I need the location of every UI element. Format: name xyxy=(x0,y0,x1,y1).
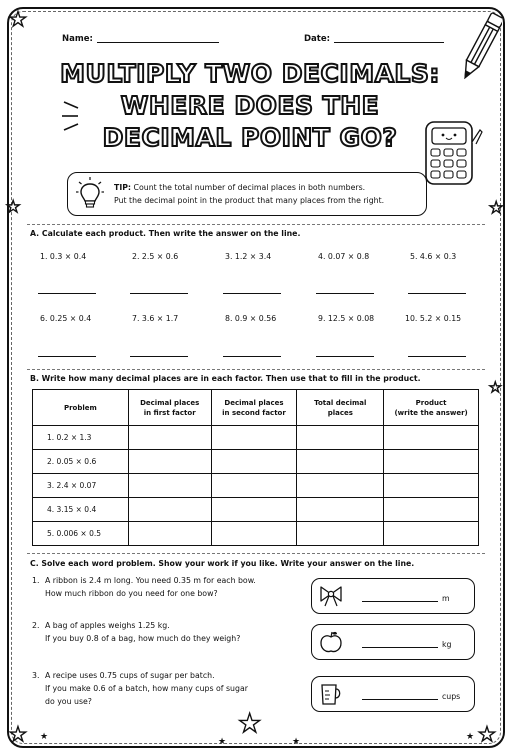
star-icon: ★ xyxy=(478,722,496,746)
tip-box xyxy=(67,172,427,216)
table-input-cell[interactable] xyxy=(128,522,211,546)
table-input-cell[interactable] xyxy=(297,498,384,522)
answer-line[interactable] xyxy=(362,601,438,602)
small-star-icon: ★ xyxy=(292,737,301,747)
name-field[interactable] xyxy=(62,33,219,44)
table-problem-cell: 4. 3.15 × 0.4 xyxy=(33,498,129,522)
small-star-icon: ★ xyxy=(40,732,49,742)
unit-label: cups xyxy=(442,692,461,701)
table-row xyxy=(33,498,479,522)
table-problem-cell: 2. 0.05 × 0.6 xyxy=(33,450,129,474)
answer-line[interactable] xyxy=(316,356,374,357)
answer-line[interactable] xyxy=(362,699,438,700)
table-header-row xyxy=(33,390,479,426)
table-input-cell[interactable] xyxy=(128,498,211,522)
star-icon: ★ xyxy=(6,197,21,216)
pencil-icon xyxy=(462,8,502,88)
title-line-2: WHERE DOES THE xyxy=(120,91,380,120)
table-input-cell[interactable] xyxy=(128,450,211,474)
table-problem-cell: 5. 0.006 × 0.5 xyxy=(33,522,129,546)
tip-line-1: TIP: Count the total number of decimal places in both numbers. xyxy=(114,183,366,192)
date-field[interactable] xyxy=(304,33,444,44)
worksheet-title xyxy=(40,58,460,154)
table-input-cell[interactable] xyxy=(297,450,384,474)
table-input-cell[interactable] xyxy=(211,450,297,474)
answer-line[interactable] xyxy=(362,647,438,648)
table-input-cell[interactable] xyxy=(297,474,384,498)
col-header-total: Total decimal places xyxy=(297,390,384,426)
decimal-places-table xyxy=(32,389,479,546)
star-icon: ★ xyxy=(9,7,27,31)
table-input-cell[interactable] xyxy=(128,474,211,498)
spark-lines-icon xyxy=(60,96,86,136)
section-divider xyxy=(27,369,485,370)
bow-icon xyxy=(318,584,344,608)
answer-line[interactable] xyxy=(223,293,281,294)
answer-line[interactable] xyxy=(408,356,466,357)
table-input-cell[interactable] xyxy=(211,474,297,498)
star-icon: ★ xyxy=(489,380,502,396)
col-header-first-factor: Decimal places in first factor xyxy=(128,390,211,426)
tip-line-2: Put the decimal point in the product that many places from the right. xyxy=(114,196,385,205)
date-label: Date: xyxy=(304,34,331,44)
star-icon: ★ xyxy=(9,722,27,746)
star-icon: ★ xyxy=(238,709,262,739)
table-input-cell[interactable] xyxy=(384,498,479,522)
table-problem-cell: 3. 2.4 × 0.07 xyxy=(33,474,129,498)
name-line[interactable] xyxy=(97,33,219,43)
tip-label: TIP: xyxy=(114,183,132,192)
table-input-cell[interactable] xyxy=(384,474,479,498)
answer-line[interactable] xyxy=(130,293,188,294)
answer-line[interactable] xyxy=(38,293,96,294)
table-row xyxy=(33,450,479,474)
answer-line[interactable] xyxy=(223,356,281,357)
problem-a4: 4. 0.07 × 0.8 xyxy=(318,252,370,261)
answer-line[interactable] xyxy=(38,356,96,357)
table-row xyxy=(33,426,479,450)
table-input-cell[interactable] xyxy=(297,426,384,450)
title-line-3: DECIMAL POINT GO? xyxy=(102,123,398,152)
problem-a9: 9. 12.5 × 0.08 xyxy=(318,314,375,323)
problem-a8: 8. 0.9 × 0.56 xyxy=(225,314,277,323)
answer-line[interactable] xyxy=(316,293,374,294)
table-row xyxy=(33,522,479,546)
section-b-heading: B. Write how many decimal places are in each factor. Then use that to fill in the product. xyxy=(30,374,421,383)
unit-label: kg xyxy=(442,640,452,649)
answer-line[interactable] xyxy=(408,293,466,294)
section-divider xyxy=(27,553,485,554)
table-input-cell[interactable] xyxy=(211,498,297,522)
calculator-icon xyxy=(420,118,484,190)
table-input-cell[interactable] xyxy=(211,426,297,450)
table-input-cell[interactable] xyxy=(384,426,479,450)
col-header-product: Product (write the answer) xyxy=(384,390,479,426)
word-problem-3: 3. A recipe uses 0.75 cups of sugar per batch. If you make 0.6 of a batch, how many cups of sugar do you use? xyxy=(32,671,248,706)
unit-label: m xyxy=(442,594,450,603)
answer-box-2[interactable] xyxy=(311,624,475,660)
star-icon: ★ xyxy=(489,198,504,217)
problem-a1: 1. 0.3 × 0.4 xyxy=(40,252,87,261)
section-c-heading: C. Solve each word problem. Show your work if you like. Write your answer on the line. xyxy=(30,559,415,568)
table-input-cell[interactable] xyxy=(128,426,211,450)
measuring-cup-icon xyxy=(318,682,344,706)
problem-a7: 7. 3.6 × 1.7 xyxy=(132,314,179,323)
apple-icon xyxy=(318,630,344,654)
table-input-cell[interactable] xyxy=(384,450,479,474)
small-star-icon: ★ xyxy=(218,737,227,747)
problem-a5: 5. 4.6 × 0.3 xyxy=(410,252,457,261)
table-problem-cell: 1. 0.2 × 1.3 xyxy=(33,426,129,450)
table-input-cell[interactable] xyxy=(297,522,384,546)
section-divider xyxy=(27,224,485,225)
answer-box-3[interactable] xyxy=(311,676,475,712)
answer-line[interactable] xyxy=(130,356,188,357)
answer-box-1[interactable] xyxy=(311,578,475,614)
small-star-icon: ★ xyxy=(466,732,475,742)
col-header-problem: Problem xyxy=(33,390,129,426)
table-input-cell[interactable] xyxy=(211,522,297,546)
section-a-heading: A. Calculate each product. Then write the answer on the line. xyxy=(30,229,301,238)
date-line[interactable] xyxy=(334,33,444,43)
problem-a3: 3. 1.2 × 3.4 xyxy=(225,252,272,261)
word-problem-2: 2. A bag of apples weighs 1.25 kg. If you buy 0.8 of a bag, how much do they weigh? xyxy=(32,621,241,643)
table-input-cell[interactable] xyxy=(384,522,479,546)
lightbulb-icon xyxy=(76,176,104,212)
word-problem-1: 1. A ribbon is 2.4 m long. You need 0.35 m for each bow. How much ribbon do you need for one bow? xyxy=(32,576,256,598)
col-header-second-factor: Decimal places in second factor xyxy=(211,390,297,426)
name-label: Name: xyxy=(62,34,93,44)
problem-a10: 10. 5.2 × 0.15 xyxy=(405,314,462,323)
problem-a2: 2. 2.5 × 0.6 xyxy=(132,252,179,261)
problem-a6: 6. 0.25 × 0.4 xyxy=(40,314,92,323)
table-row xyxy=(33,474,479,498)
title-line-1: MULTIPLY TWO DECIMALS: xyxy=(60,59,440,88)
